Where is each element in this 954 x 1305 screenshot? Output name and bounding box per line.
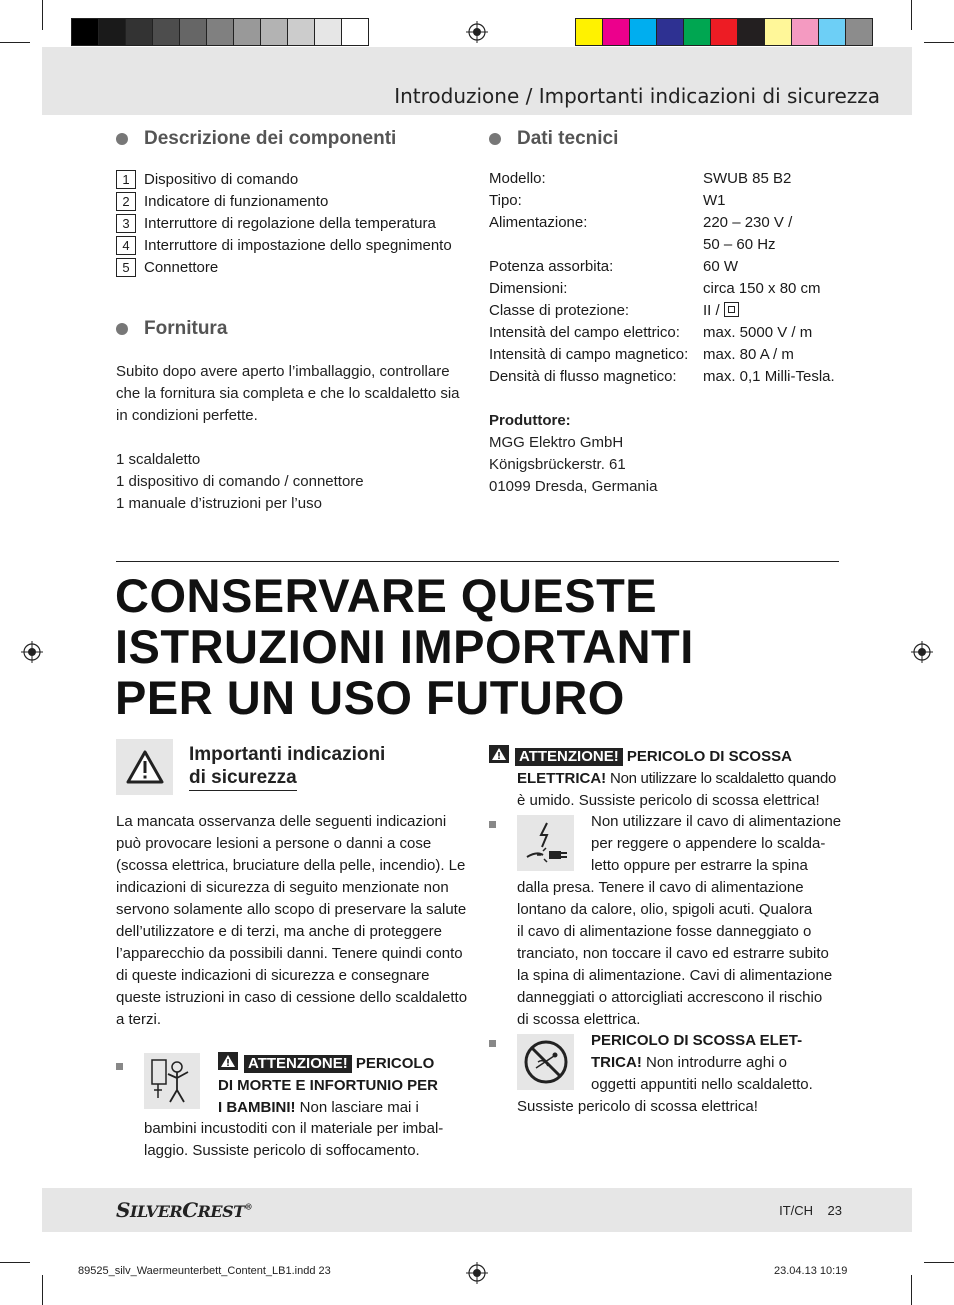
spec-value	[703, 278, 839, 300]
process-color-bar	[575, 18, 872, 46]
color-swatch	[710, 18, 738, 46]
spec-value	[703, 300, 839, 322]
tech-spec-table	[489, 168, 839, 388]
left-column	[116, 128, 466, 515]
manufacturer-line: MGG Elektro GmbH	[489, 434, 624, 451]
bullet-dot-icon	[116, 133, 128, 145]
cable-warning-line: tranciato, non toccare il cavo ed estrarre subito	[517, 945, 829, 962]
color-swatch	[575, 18, 603, 46]
component-label: Connettore	[144, 258, 219, 276]
warning-mini-icon	[489, 745, 509, 763]
spec-key: Dimensioni:	[489, 280, 568, 297]
supply-item: 1 scaldaletto	[116, 451, 201, 468]
cable-danger-icon	[517, 815, 574, 871]
cable-warning-text: Non utilizzare il cavo di alimentazione per reggere o appendere lo scalda- letto oppure per estrarre la spina	[591, 813, 842, 874]
spec-row	[489, 344, 839, 366]
cable-warning-line: dalla presa. Tenere il cavo di alimentazione	[517, 879, 804, 896]
spec-value-text: max. 80 A / m	[703, 346, 794, 363]
no-needles-icon	[517, 1034, 574, 1090]
component-number: 5	[116, 258, 136, 277]
spec-key: Potenza assorbita:	[489, 258, 614, 275]
child-warning-text-cont: bambini incustoditi con il materiale per imbal- laggio. Sussiste pericolo di soffocamento.	[144, 1120, 444, 1159]
registration-mark-icon	[911, 641, 933, 663]
keep-instructions-title: CONSERVARE QUESTE ISTRUZIONI IMPORTANTI PER UN USO FUTURO	[115, 569, 694, 724]
components-heading: Descrizione dei componenti	[116, 128, 466, 150]
safety-intro-text: La mancata osservanza delle seguenti indicazioni può provocare lesioni a persone o danni a cose (scossa elettrica, bruciature della pelle, incendio). Le indicazioni di sicurezza di seguito menzionate non servono solamente allo scopo di preservare la salute dell’utilizzatore e di terzi, ma anche di proteggere l’apparecchio da possibili danni. Tenere quindi conto di queste indicazioni di sicurezza e consegnare queste istruzioni in caso di cessione dello scaldaletto a terzi.	[116, 813, 468, 1028]
color-swatch	[683, 18, 711, 46]
slug-date-info: 23.04.13 10:19	[774, 1265, 848, 1277]
spec-value	[703, 190, 839, 212]
spec-value	[703, 168, 839, 190]
supply-list	[116, 449, 466, 515]
color-swatch	[125, 18, 153, 46]
color-swatch	[152, 18, 180, 46]
color-swatch	[98, 18, 126, 46]
gray-color-bar	[71, 18, 368, 46]
tech-heading: Dati tecnici	[489, 128, 839, 150]
shock-warning-text: ATTENZIONE! PERICOLO DI SCOSSA ELETTRICA! Non utilizzare lo scaldaletto quando è umido. Sussiste pericolo di scossa elettrica!	[489, 745, 849, 812]
color-swatch	[314, 18, 342, 46]
bullet-dot-icon	[489, 133, 501, 145]
component-item	[116, 190, 466, 212]
color-swatch	[341, 18, 369, 46]
component-item	[116, 256, 466, 278]
manufacturer-line: Königsbrückerstr. 61	[489, 456, 626, 473]
color-swatch	[233, 18, 261, 46]
registration-mark-icon	[21, 641, 43, 663]
color-swatch	[206, 18, 234, 46]
spec-value-text: max. 0,1 Milli-Tesla.	[703, 368, 835, 385]
color-swatch	[737, 18, 765, 46]
spec-value-text: max. 5000 V / m	[703, 324, 813, 341]
cable-warning-line: il cavo di alimentazione fosse danneggiato o	[517, 923, 812, 940]
right-column	[489, 128, 839, 498]
color-swatch	[656, 18, 684, 46]
component-item	[116, 212, 466, 234]
bullet-square-icon	[116, 1063, 123, 1070]
spec-row	[489, 168, 839, 190]
color-swatch	[260, 18, 288, 46]
spec-key: Intensità del campo elettrico:	[489, 324, 680, 341]
component-label: Interruttore di regolazione della temperatura	[144, 214, 436, 232]
color-swatch	[602, 18, 630, 46]
color-swatch	[764, 18, 792, 46]
bullet-square-icon	[489, 1040, 496, 1047]
cable-warning-line: di scossa elettrica.	[517, 1011, 641, 1028]
class-ii-icon	[724, 302, 739, 317]
spec-row	[489, 300, 839, 322]
component-label: Interruttore di impostazione dello spegnimento	[144, 236, 452, 254]
spec-value-text: 50 – 60 Hz	[703, 236, 776, 253]
spec-row	[489, 278, 839, 300]
supply-heading: Fornitura	[116, 318, 466, 340]
spec-value-text: II /	[703, 302, 720, 319]
manufacturer-address	[489, 432, 839, 498]
bullet-dot-icon	[116, 323, 128, 335]
spec-value	[703, 344, 839, 366]
components-list	[116, 168, 466, 278]
spec-value	[703, 366, 839, 388]
manufacturer-label: Produttore:	[489, 412, 571, 429]
child-warning-text: ATTENZIONE! PERICOLO DI MORTE E INFORTUNIO PER I BAMBINI! Non lasciare mai i	[218, 1052, 468, 1119]
color-swatch	[179, 18, 207, 46]
registration-mark-icon	[466, 1262, 488, 1284]
spec-value-text: 220 – 230 V /	[703, 214, 793, 231]
spec-key: Classe di protezione:	[489, 302, 630, 319]
page-header-title: Introduzione / Importanti indicazioni di sicurezza	[394, 84, 880, 108]
page-number: IT/CH 23	[779, 1203, 842, 1218]
cable-warning-line: la spina di alimentazione. Cavi di alimentazione	[517, 967, 833, 984]
supply-item: 1 dispositivo di comando / connettore	[116, 473, 364, 490]
component-item	[116, 168, 466, 190]
warning-mini-icon	[218, 1052, 238, 1070]
spec-key: Intensità di campo magnetico:	[489, 346, 689, 363]
color-swatch	[845, 18, 873, 46]
component-number: 4	[116, 236, 136, 255]
color-swatch	[71, 18, 99, 46]
spec-row	[489, 322, 839, 344]
silvercrest-logo: SILVERCREST®	[116, 1198, 253, 1222]
spec-value-text: SWUB 85 B2	[703, 170, 792, 187]
cable-warning-line: lontano da calore, olio, spigoli acuti. Qualora	[517, 901, 813, 918]
spec-key: Densità di flusso magnetico:	[489, 368, 677, 385]
child-danger-icon	[144, 1053, 200, 1109]
component-label: Dispositivo di comando	[144, 170, 299, 188]
warning-triangle-icon	[125, 749, 165, 785]
slug-file-info: 89525_silv_Waermeunterbett_Content_LB1.indd 23	[78, 1265, 331, 1277]
supply-item: 1 manuale d’istruzioni per l’uso	[116, 495, 322, 512]
component-number: 3	[116, 214, 136, 233]
spec-value-text: circa 150 x 80 cm	[703, 280, 821, 297]
needle-warning-text-cont: Sussiste pericolo di scossa elettrica!	[517, 1098, 758, 1115]
spec-row	[489, 366, 839, 388]
spec-value	[703, 234, 839, 256]
component-number: 1	[116, 170, 136, 189]
cable-warning-text-cont	[517, 877, 857, 1031]
spec-value-text: W1	[703, 192, 726, 209]
spec-row	[489, 212, 839, 234]
color-swatch	[791, 18, 819, 46]
spec-value-text: 60 W	[703, 258, 739, 275]
component-label: Indicatore di funzionamento	[144, 192, 329, 210]
color-swatch	[629, 18, 657, 46]
bullet-square-icon	[489, 821, 496, 828]
spec-row	[489, 190, 839, 212]
needle-warning-text: PERICOLO DI SCOSSA ELET- TRICA! Non introdurre aghi o oggetti appuntiti nello scaldaletto.	[591, 1032, 813, 1093]
spec-value	[703, 256, 839, 278]
registration-mark-icon	[466, 21, 488, 43]
component-item	[116, 234, 466, 256]
spec-value	[703, 322, 839, 344]
color-swatch	[287, 18, 315, 46]
section-rule	[116, 561, 839, 562]
spec-key	[489, 234, 703, 256]
safety-section-title: Importanti indicazioni di sicurezza	[189, 743, 385, 789]
spec-key: Alimentazione:	[489, 214, 588, 231]
manufacturer-line: 01099 Dresda, Germania	[489, 478, 658, 495]
spec-key: Tipo:	[489, 192, 522, 209]
warning-triangle-box	[116, 739, 173, 795]
spec-key: Modello:	[489, 170, 546, 187]
supply-text: Subito dopo avere aperto l’imballaggio, controllare che la fornitura sia completa e che lo scaldaletto sia in condizioni perfette.	[116, 363, 460, 424]
spec-value	[703, 212, 839, 234]
spec-row	[489, 234, 839, 256]
spec-row	[489, 256, 839, 278]
cable-warning-line: danneggiati o attorcigliati accrescono il rischio	[517, 989, 823, 1006]
color-swatch	[818, 18, 846, 46]
component-number: 2	[116, 192, 136, 211]
